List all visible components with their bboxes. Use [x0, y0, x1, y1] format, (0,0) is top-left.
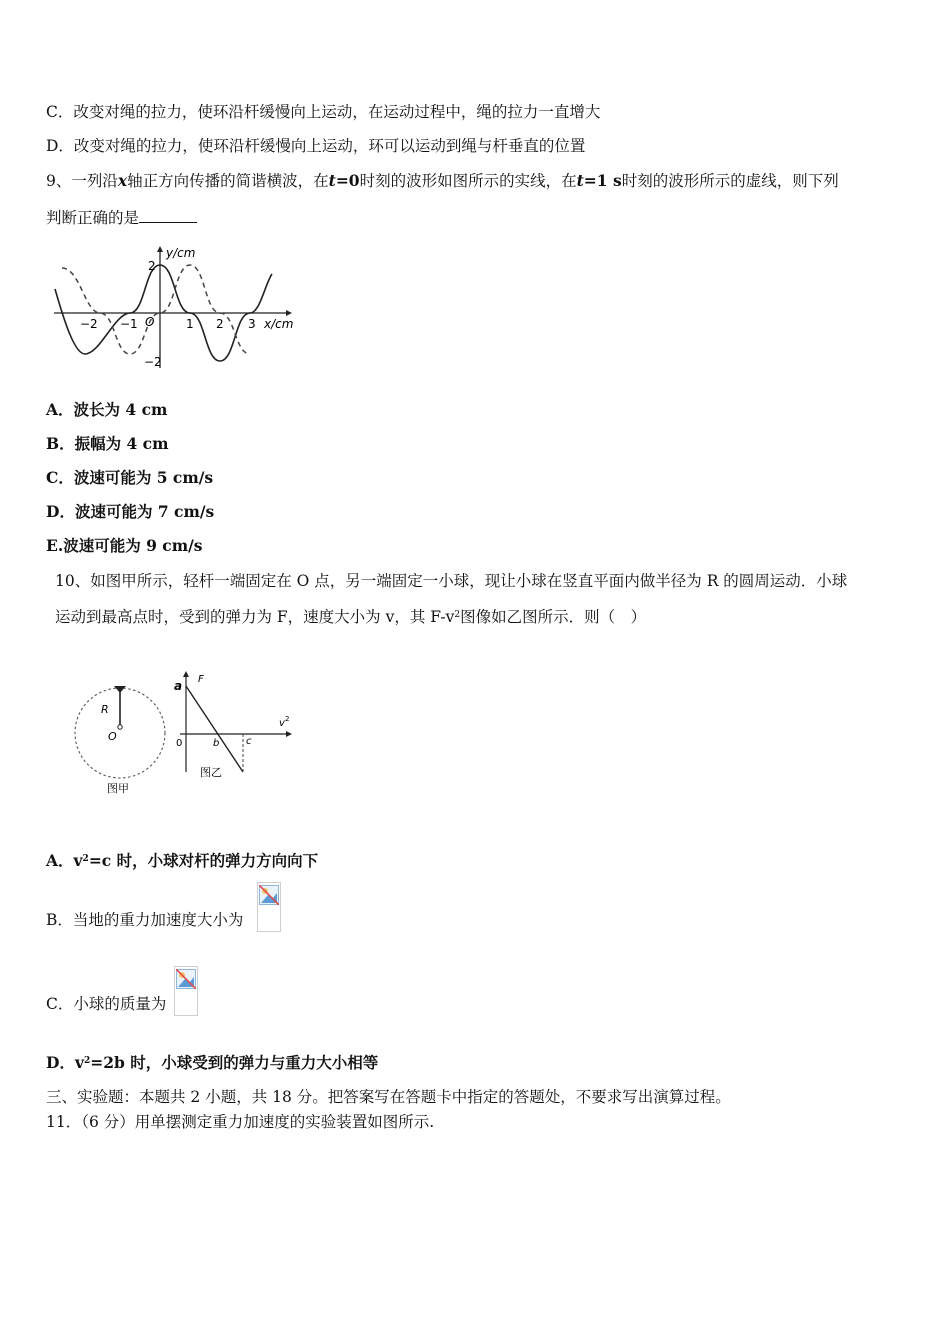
answer-blank: [139, 206, 197, 223]
pivot: [118, 725, 122, 729]
q10-stem-line1: 10、如图甲所示，轻杆一端固定在 O 点，另一端固定一小球，现让小球在竖直平面内做半径为 R 的圆周运动．小球: [55, 572, 848, 590]
y-tick-top: 2: [148, 259, 156, 273]
broken-image-icon: [174, 966, 198, 1016]
q9-stem-line1: 9、一列沿x轴正方向传播的简谐横波，在t=0时刻的波形如图所示的实线，在t=1 s时刻的波形所示的虚线，则下列: [46, 171, 839, 190]
figure-caption: 图甲: [107, 782, 129, 795]
q10-option-b: B．当地的重力加速度大小为: [46, 911, 244, 929]
q8-option-d: D．改变对绳的拉力，使环沿杆缓慢向上运动，环可以运动到绳与杆垂直的位置: [46, 137, 586, 155]
y-axis-label: y/cm: [166, 246, 196, 260]
origin-label: O: [145, 315, 155, 329]
q10-option-c: C．小球的质量为: [46, 995, 167, 1013]
broken-image-icon: [257, 882, 281, 932]
x-tick: 2: [216, 317, 224, 331]
f-v2-line: [186, 686, 243, 772]
b-label: b: [213, 738, 220, 749]
q10-figure-yi: [170, 668, 300, 786]
q9-wave-figure: [50, 244, 300, 372]
q10-option-a: A．$v^2=c$ 时，小球对杆的弹力方向向下: [46, 851, 319, 870]
q9-option-a: A．波长为 4 cm: [46, 400, 168, 419]
c-label: c: [246, 736, 252, 747]
center-label: O: [108, 730, 117, 743]
v2-sup: 2: [285, 715, 290, 723]
q9-stem-line2: 判断正确的是: [46, 206, 197, 229]
q10-figure-jia: [70, 679, 183, 800]
x-tick: −2: [80, 317, 98, 331]
figure-caption: 图乙: [200, 766, 222, 779]
q10-option-d: D．$v^2=2b$ 时，小球受到的弹力与重力大小相等: [46, 1053, 379, 1072]
q9-option-e: E.波速可能为 9 cm/s: [46, 536, 203, 555]
q10-stem-line2: 运动到最高点时，受到的弹力为 F，速度大小为 v，其 $F-v^2$图像如乙图所示．则（ ）: [55, 608, 647, 626]
x-axis-label: x/cm: [264, 317, 294, 331]
x-tick: 1: [186, 317, 194, 331]
x-tick: 3: [248, 317, 256, 331]
f-label: F: [198, 674, 204, 685]
q8-option-c: C．改变对绳的拉力，使环沿杆缓慢向上运动，在运动过程中，绳的拉力一直增大: [46, 103, 601, 121]
zero-label: 0: [176, 738, 183, 749]
q9-option-c: C．波速可能为 5 cm/s: [46, 468, 214, 487]
v2-label: v: [279, 718, 285, 729]
ball: [114, 686, 126, 693]
q11-stem: 11．（6 分）用单摆测定重力加速度的实验装置如图所示.: [46, 1113, 435, 1131]
section-heading: 三、实验题：本题共 2 小题，共 18 分。把答案写在答题卡中指定的答题处，不要求写出演算过程。: [46, 1088, 731, 1106]
dashed-wave: [62, 265, 250, 354]
y-tick-bottom: −2: [144, 355, 162, 369]
radius-label: R: [101, 703, 109, 716]
q9-option-d: D．波速可能为 7 cm/s: [46, 502, 215, 521]
x-tick: −1: [120, 317, 138, 331]
q9-option-b: B．振幅为 4 cm: [46, 434, 169, 453]
a-label: a: [174, 679, 183, 693]
